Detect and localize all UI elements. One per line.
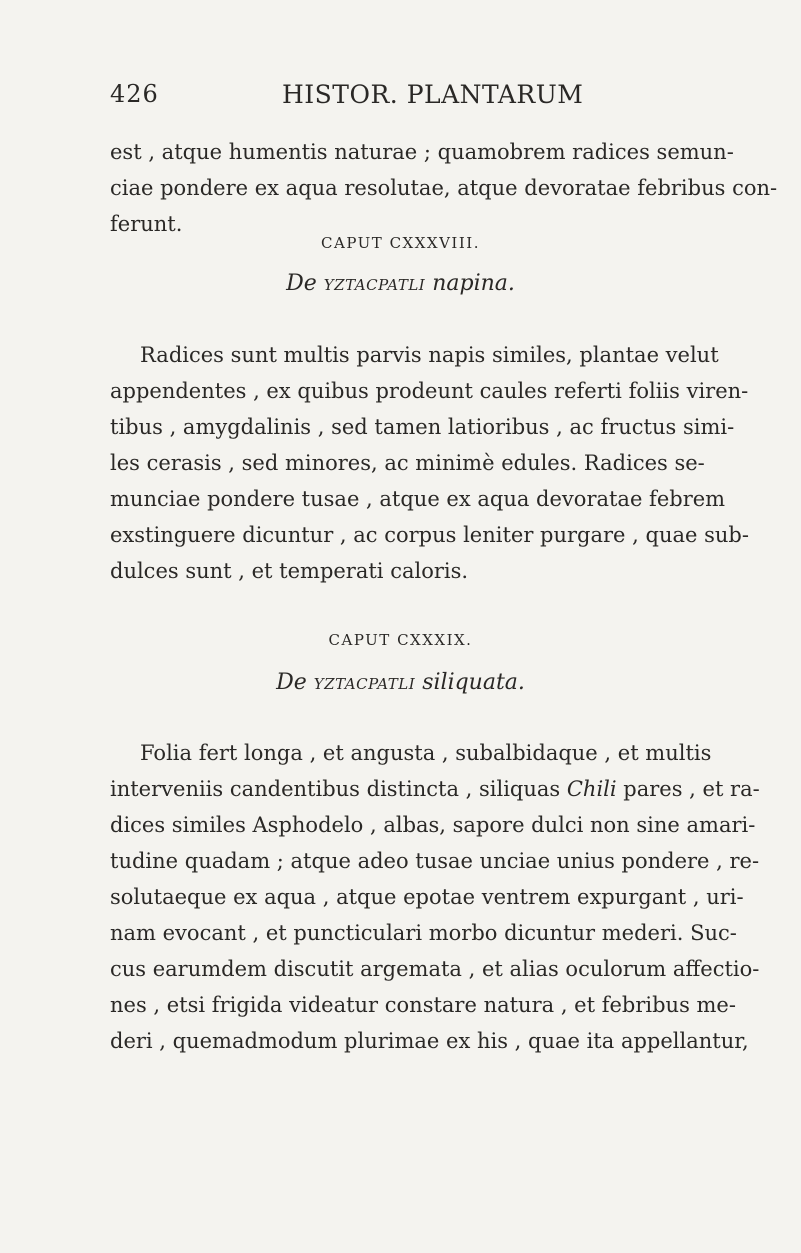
page-number: 426	[110, 80, 159, 108]
chapter-title-prefix: De	[286, 271, 317, 296]
running-title: HISTOR. PLANTARUM	[282, 80, 584, 109]
chapter-title	[0, 670, 801, 695]
text-line: dices similes Asphodelo , albas, sapore dulci non sine amari-	[110, 813, 756, 837]
text-line: les cerasis , sed minores, ac minimè edules. Radices se-	[110, 451, 705, 475]
chapter-paragraph	[110, 337, 760, 589]
text-run: pares , et ra-	[616, 777, 760, 801]
text-line: ciae pondere ex aqua resolutae, atque devoratae febribus con-	[110, 176, 778, 200]
text-line: tibus , amygdalinis , sed tamen latioribus , ac fructus simi-	[110, 415, 735, 439]
plant-name: yztacpatli	[323, 271, 426, 296]
text-line: est , atque humentis naturae ; quamobrem radices semun-	[110, 140, 734, 164]
text-line: nes , etsi frigida videatur constare natura , et febribus me-	[110, 993, 736, 1017]
text-line: nam evocant , et puncticulari morbo dicuntur mederi. Suc-	[110, 921, 737, 945]
chapter-paragraph	[110, 735, 760, 1059]
text-line: deri , quemadmodum plurimae ex his , quae ita appellantur,	[110, 1029, 749, 1053]
paragraph-continued	[110, 134, 778, 242]
text-line: appendentes , ex quibus prodeunt caules referti foliis viren-	[110, 379, 749, 403]
chapter-title	[0, 271, 801, 296]
text-line: solutaeque ex aqua , atque epotae ventrem expurgant , uri-	[110, 885, 744, 909]
text-line: dulces sunt , et temperati caloris.	[110, 559, 469, 583]
running-head	[110, 80, 730, 114]
chapter-title-prefix: De	[276, 670, 307, 695]
chapter-title-suffix: napina.	[432, 271, 515, 296]
text-line: ferunt.	[110, 212, 183, 236]
chapter-heading: CAPUT CXXXIX.	[328, 631, 473, 649]
text-line: Radices sunt multis parvis napis similes, plantae velut	[140, 343, 719, 367]
text-line: tudine quadam ; atque adeo tusae unciae unius pondere , re-	[110, 849, 760, 873]
text-line	[110, 771, 760, 807]
text-line: munciae pondere tusae , atque ex aqua devoratae febrem	[110, 487, 726, 511]
italic-word: Chili	[566, 777, 617, 801]
plant-name: yztacpatli	[313, 670, 416, 695]
text-line: cus earumdem discutit argemata , et alias oculorum affectio-	[110, 957, 760, 981]
chapter-title-suffix: siliquata.	[422, 670, 525, 695]
chapter-heading: CAPUT CXXXVIII.	[321, 234, 480, 252]
text-line: exstinguere dicuntur , ac corpus leniter purgare , quae sub-	[110, 523, 749, 547]
text-line: Folia fert longa , et angusta , subalbidaque , et multis	[140, 741, 712, 765]
text-run: interveniis candentibus distincta , siliquas	[110, 777, 567, 801]
